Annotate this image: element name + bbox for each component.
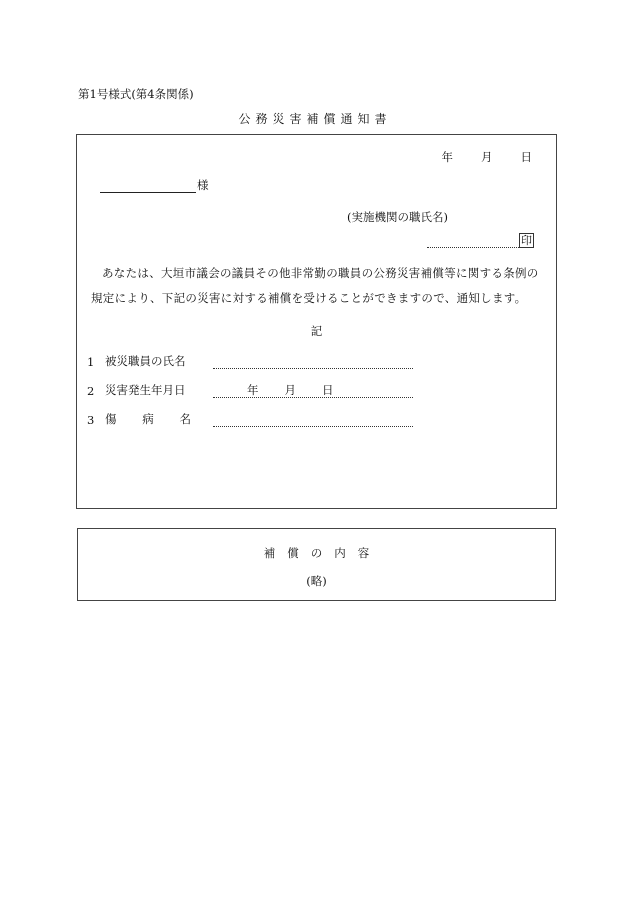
injury-name-line [213, 414, 413, 427]
item-number: 1 [87, 355, 95, 369]
compensation-box [77, 528, 556, 601]
disaster-date-year: 年 [247, 383, 259, 397]
item-injury-name [87, 411, 413, 427]
ki-heading: 記 [310, 324, 323, 338]
disaster-date-line [213, 385, 413, 398]
notice-body-line-2: 規定により、下記の災害に対する補償を受けることができますので、通知します。 [91, 291, 527, 305]
notice-body [91, 261, 543, 311]
notice-box [76, 134, 557, 509]
agency-signature-field [427, 233, 534, 248]
label-char: 名 [179, 412, 191, 426]
label-char: 傷 [105, 412, 117, 426]
agency-label: (実施機関の職氏名) [347, 210, 448, 224]
notice-body-line-1: あなたは、大垣市議会の議員その他非常勤の職員の公務災害補償等に関する条例の [102, 266, 539, 280]
date-month: 月 [481, 150, 493, 164]
addressee-field [100, 177, 209, 193]
date-year: 年 [441, 150, 453, 164]
date-field [442, 149, 533, 165]
addressee-name-line [100, 180, 196, 193]
item-label: 災害発生年月日 [105, 383, 186, 397]
item-number: 3 [87, 413, 95, 427]
document-title: 公務災害補償通知書 [238, 112, 392, 126]
agency-name-line [427, 235, 519, 248]
victim-name-line [213, 356, 413, 369]
item-label [105, 411, 213, 427]
disaster-date-day: 日 [322, 383, 334, 397]
label-char: 病 [142, 412, 154, 426]
addressee-suffix: 様 [197, 178, 209, 192]
disaster-date-month: 月 [284, 383, 296, 397]
seal-mark: 印 [521, 234, 532, 247]
item-disaster-date [87, 382, 413, 398]
date-day: 日 [520, 150, 532, 164]
compensation-content: (略) [306, 574, 327, 588]
item-number: 2 [87, 384, 95, 398]
compensation-title: 補償の内容 [263, 546, 382, 560]
form-number: 第1号様式(第4条関係) [78, 87, 194, 101]
item-victim-name [87, 353, 413, 369]
item-label: 被災職員の氏名 [105, 354, 186, 368]
